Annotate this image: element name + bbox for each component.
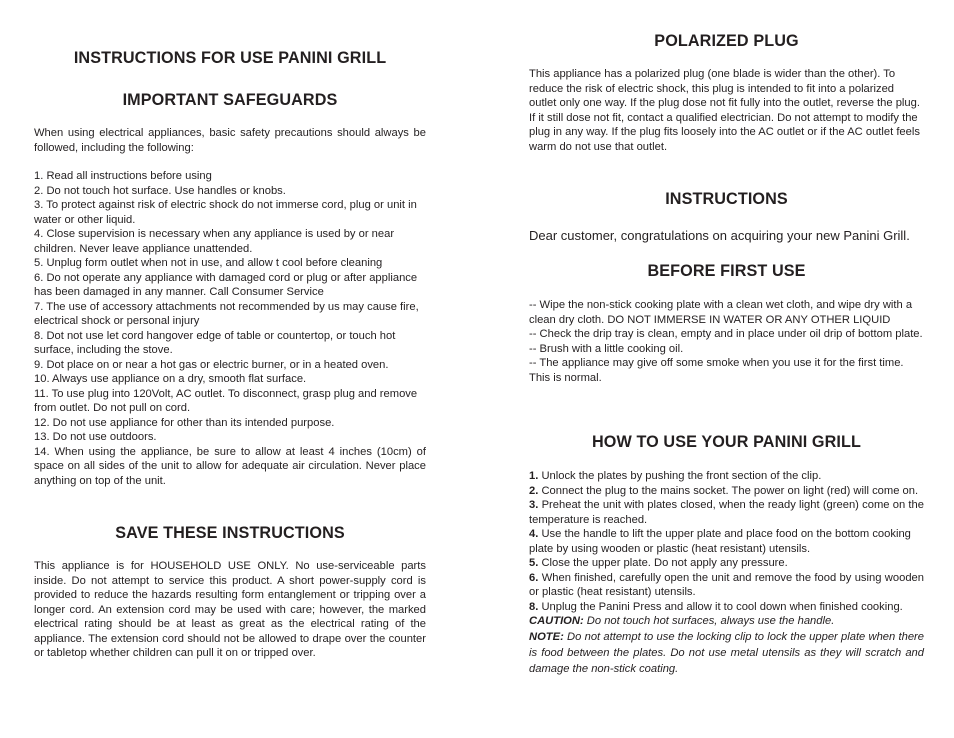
list-item xyxy=(529,600,924,615)
list-item xyxy=(529,484,924,499)
how-to-use-heading: HOW TO USE YOUR PANINI GRILL xyxy=(591,433,861,451)
list-item xyxy=(529,498,924,527)
step-number: 5. xyxy=(529,557,539,569)
step-number: 3. xyxy=(529,499,539,511)
save-instructions-heading: SAVE THESE INSTRUCTIONS xyxy=(115,524,345,542)
step-text: Unlock the plates by pushing the front section of the clip. xyxy=(538,470,822,482)
list-item xyxy=(529,571,924,600)
list-item: 11. To use plug into 120Volt, AC outlet. To disconnect, grasp plug and remove from outlet. Do not pull on cord. xyxy=(34,387,418,414)
caution-note xyxy=(529,614,924,629)
step-text: Use the handle to lift the upper plate and place food on the bottom cooking plate by using wooden or plastic (heat resistant) utensils. xyxy=(529,528,911,555)
step-number: 8. xyxy=(529,600,539,613)
step-number: 4. xyxy=(529,528,539,540)
list-item: 2. Do not touch hot surface. Use handles or knobs. xyxy=(34,184,286,197)
list-item xyxy=(529,469,924,484)
usage-note xyxy=(529,629,924,677)
list-item xyxy=(529,527,924,556)
polarized-plug-text: This appliance has a polarized plug (one blade is wider than the other). To reduce the risk of electric shock, this plug is intended to fit into a polarized outlet only one way. If the plug dose not fit fully into the outlet, reverse the plug. If it still dose not fit, contact a qualified electrician. Do not attempt to modify the plug in any way. If the plug fits loosely into the AC outlet or if the AC outlet feels warm do not use that outlet. xyxy=(529,68,920,153)
save-instructions-text: This appliance is for HOUSEHOLD USE ONLY. No use-serviceable parts inside. Do not attempt to service this product. A short power-supply cord is provided to reduce the hazards resulting form entanglement or tripping over a longer cord. An extension cord may be used with care; however, the marked electrical rating should be at least as great as the electrical rating of the appliance. The extension cord should not be allowed to drape over the counter or tabletop whether children can pull it on or tripped over. xyxy=(34,560,426,659)
list-item: 12. Do not use appliance for other than its intended purpose. xyxy=(34,416,335,429)
step-text: Close the upper plate. Do not apply any pressure. xyxy=(538,557,788,569)
list-item: -- The appliance may give off some smoke when you use it for the first time. This is normal. xyxy=(529,357,904,384)
before-first-use-list xyxy=(529,298,924,385)
greeting-text: Dear customer, congratulations on acquiring your new Panini Grill. xyxy=(529,228,910,243)
how-to-use-steps xyxy=(529,469,924,677)
list-item: -- Check the drip tray is clean, empty and in place under oil drip of bottom plate. xyxy=(529,328,923,340)
safeguards-list xyxy=(34,169,426,488)
list-item: 9. Dot place on or near a hot gas or electric burner, or in a heated oven. xyxy=(34,358,389,371)
list-item: 8. Dot not use let cord hangover edge of table or countertop, or touch hot surface, including the stove. xyxy=(34,329,396,356)
list-item: -- Brush with a little cooking oil. xyxy=(529,342,684,355)
list-item: 14. When using the appliance, be sure to allow at least 4 inches (10cm) of space on all sides of the unit to allow for adequate air circulation. Never place anything on top of the unit. xyxy=(34,445,426,487)
safeguards-intro: When using electrical appliances, basic safety precautions should always be followed, including the following: xyxy=(34,127,426,154)
list-item: 13. Do not use outdoors. xyxy=(34,431,157,443)
step-text: Connect the plug to the mains socket. The power on light (red) will come on. xyxy=(538,484,919,497)
step-number: 2. xyxy=(529,484,539,497)
list-item: 5. Unplug form outlet when not in use, and allow t cool before cleaning xyxy=(34,257,383,269)
list-item: -- Wipe the non-stick cooking plate with a clean wet cloth, and wipe dry with a clean dry cloth. DO NOT IMMERSE IN WATER OR ANY OTHER LIQUID xyxy=(529,299,913,326)
manual-title: INSTRUCTIONS FOR USE PANINI GRILL xyxy=(73,49,387,67)
step-text: When finished, carefully open the unit and remove the food by using wooden or plastic (heat resistant) utensils. xyxy=(529,571,924,598)
polarized-plug-heading: POLARIZED PLUG xyxy=(654,32,799,50)
caution-label: CAUTION: xyxy=(529,615,584,627)
list-item: 6. Do not operate any appliance with damaged cord or plug or after appliance has been damaged in any manner. Call Consumer Service xyxy=(34,271,418,298)
step-number: 1. xyxy=(529,470,539,482)
list-item xyxy=(529,556,924,571)
list-item: 10. Always use appliance on a dry, smooth flat surface. xyxy=(34,373,307,385)
instructions-heading: INSTRUCTIONS xyxy=(665,190,788,208)
list-item: 4. Close supervision is necessary when any appliance is used by or near children. Never leave appliance unattended. xyxy=(34,228,395,255)
list-item: 7. The use of accessory attachments not recommended by us may cause fire, electrical shock or personal injury xyxy=(34,300,419,327)
note-text: Do not attempt to use the locking clip to lock the upper plate when there is food between the plates. Do not use metal utensils as they will scratch and damage the non-stick coating. xyxy=(529,630,924,675)
step-text: Preheat the unit with plates closed, when the ready light (green) come on the temperature is reached. xyxy=(529,499,924,526)
step-text: Unplug the Panini Press and allow it to cool down when finished cooking. xyxy=(538,600,903,613)
caution-text: Do not touch hot surfaces, always use the handle. xyxy=(583,615,835,627)
before-first-use-heading: BEFORE FIRST USE xyxy=(647,262,806,280)
list-item: 1. Read all instructions before using xyxy=(34,170,212,182)
list-item: 3. To protect against risk of electric shock do not immerse cord, plug or unit in water or other liquid. xyxy=(34,199,417,226)
note-label: NOTE: xyxy=(529,630,564,643)
step-number: 6. xyxy=(529,571,539,584)
safeguards-heading: IMPORTANT SAFEGUARDS xyxy=(122,91,338,109)
